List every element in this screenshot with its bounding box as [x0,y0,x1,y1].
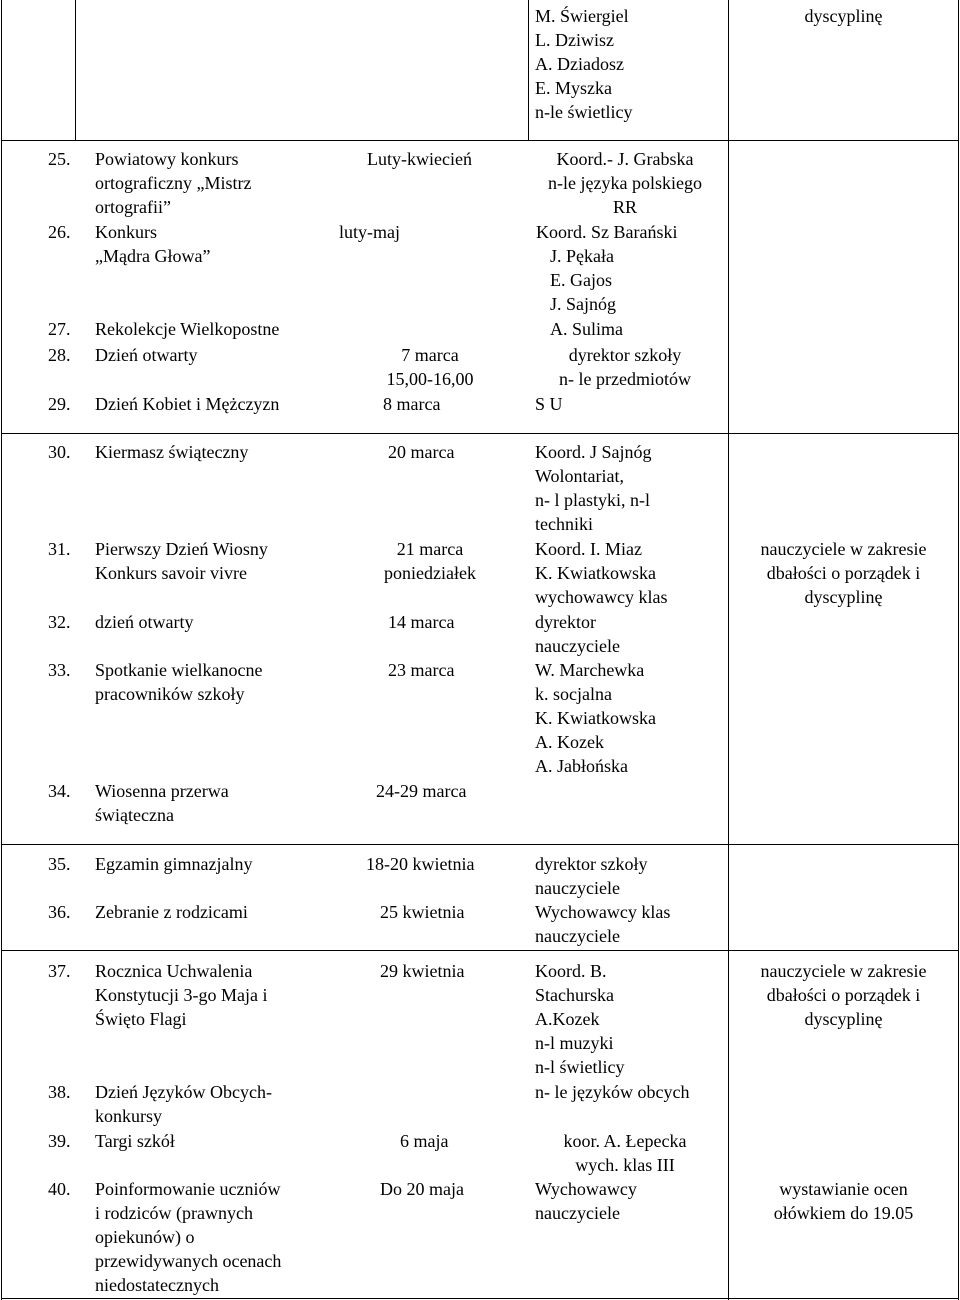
event-name: Powiatowy konkurs ortograficzny „Mistrz ortografii” [95,149,252,217]
responsible-persons: Koord. J Sajnóg Wolontariat, n- l plastyki, n-l techniki [535,442,652,534]
row-number: 39. [48,1131,71,1151]
event-date: Do 20 maja [380,1179,464,1199]
event-name: Dzień Języków Obcych- konkursy [95,1082,272,1126]
event-name: Pierwszy Dzień Wiosny Konkurs savoir vivre [95,539,268,583]
row-divider [1,844,959,845]
responsible-persons: W. Marchewka k. socjalna K. Kwiatkowska A. Kozek A. Jabłońska [535,660,656,776]
remarks-cell: wystawianie ocen ołówkiem do 19.05 [773,1179,914,1223]
row-divider [1,950,959,951]
event-name: Rocznica Uchwalenia Konstytucji 3-go Maja i Święto Flagi [95,961,268,1029]
table-border-left [1,0,2,1300]
row-number: 40. [48,1179,71,1199]
responsible-persons: Koord. I. Miaz K. Kwiatkowska wychowawcy klas [535,539,668,607]
table-border-bottom [1,1298,959,1299]
event-name: Spotkanie wielkanocne pracowników szkoły [95,660,263,704]
event-name: Dzień Kobiet i Mężczyzn [95,394,280,414]
event-name: Dzień otwarty [95,345,198,365]
event-date: 21 marca poniedziałek [384,539,476,583]
row-number: 34. [48,781,71,801]
responsible-persons: dyrektor nauczyciele [535,612,620,656]
row-divider [1,140,959,141]
event-name: Zebranie z rodzicami [95,902,248,922]
event-date: 8 marca [383,394,441,414]
row-number: 28. [48,345,71,365]
event-name: Targi szkół [95,1131,175,1151]
column-divider [75,0,76,140]
event-name: dzień otwarty [95,612,194,632]
remarks-cell-top: dyscyplinę [804,6,883,26]
event-date: 14 marca [388,612,455,632]
event-name: Wiosenna przerwa świąteczna [95,781,229,825]
row-number: 27. [48,319,71,339]
responsible-persons: dyrektor szkoły n- le przedmiotów [559,345,691,389]
responsible-persons: n- le języków obcych [535,1082,690,1102]
row-number: 30. [48,442,71,462]
event-date: 20 marca [388,442,455,462]
event-date: 25 kwietnia [380,902,465,922]
table-border-right [958,0,959,1300]
event-name: Kiermasz świąteczny [95,442,249,462]
row-divider [1,433,959,434]
event-date: 18-20 kwietnia [366,854,475,874]
responsible-persons: S U [535,394,563,414]
responsible-persons: Wychowawcy nauczyciele [535,1179,637,1223]
responsible-persons: Koord. B. Stachurska A.Kozek n-l muzyki n-l świetlicy [535,961,625,1077]
remarks-cell: nauczyciele w zakresie dbałości o porządek i dyscyplinę [760,961,927,1029]
responsible-persons: Wychowawcy klas nauczyciele [535,902,671,946]
row-number: 26. [48,222,71,242]
event-date: 7 marca 15,00-16,00 [386,345,474,389]
row-number: 32. [48,612,71,632]
row-number: 25. [48,149,71,169]
responsible-persons: A. Sulima [550,319,624,339]
responsible-persons: dyrektor szkoły nauczyciele [535,854,648,898]
column-divider [528,0,529,140]
row-number: 31. [48,539,71,559]
responsible-persons: koor. A. Łepecka wych. klas III [563,1131,687,1175]
row-number: 33. [48,660,71,680]
event-name: Konkurs „Mądra Głowa” [95,222,211,266]
event-date: Luty-kwiecień [367,149,472,169]
responsible-persons: Koord.- J. Grabska n-le języka polskiego RR [548,149,702,217]
row-number: 35. [48,854,71,874]
event-name: Egzamin gimnazjalny [95,854,253,874]
event-name: Rekolekcje Wielkopostne [95,319,280,339]
row-number: 29. [48,394,71,414]
row-number: 36. [48,902,71,922]
row-number: 37. [48,961,71,981]
event-date: 6 maja [400,1131,449,1151]
responsible-persons: Koord. Sz Barański J. Pękała E. Gajos J. Sajnóg [536,222,678,314]
event-date: luty-maj [339,222,400,242]
row-number: 38. [48,1082,71,1102]
event-date: 29 kwietnia [380,961,465,981]
remarks-cell: nauczyciele w zakresie dbałości o porządek i dyscyplinę [760,539,927,607]
event-date: 23 marca [388,660,455,680]
event-name: Poinformowanie uczniów i rodziców (prawnych opiekunów) o przewidywanych ocenach niedostatecznych [95,1179,282,1295]
event-date: 24-29 marca [376,781,467,801]
persons-cell-top: M. Świergiel L. Dziwisz A. Dziadosz E. Myszka n-le świetlicy [535,6,633,122]
